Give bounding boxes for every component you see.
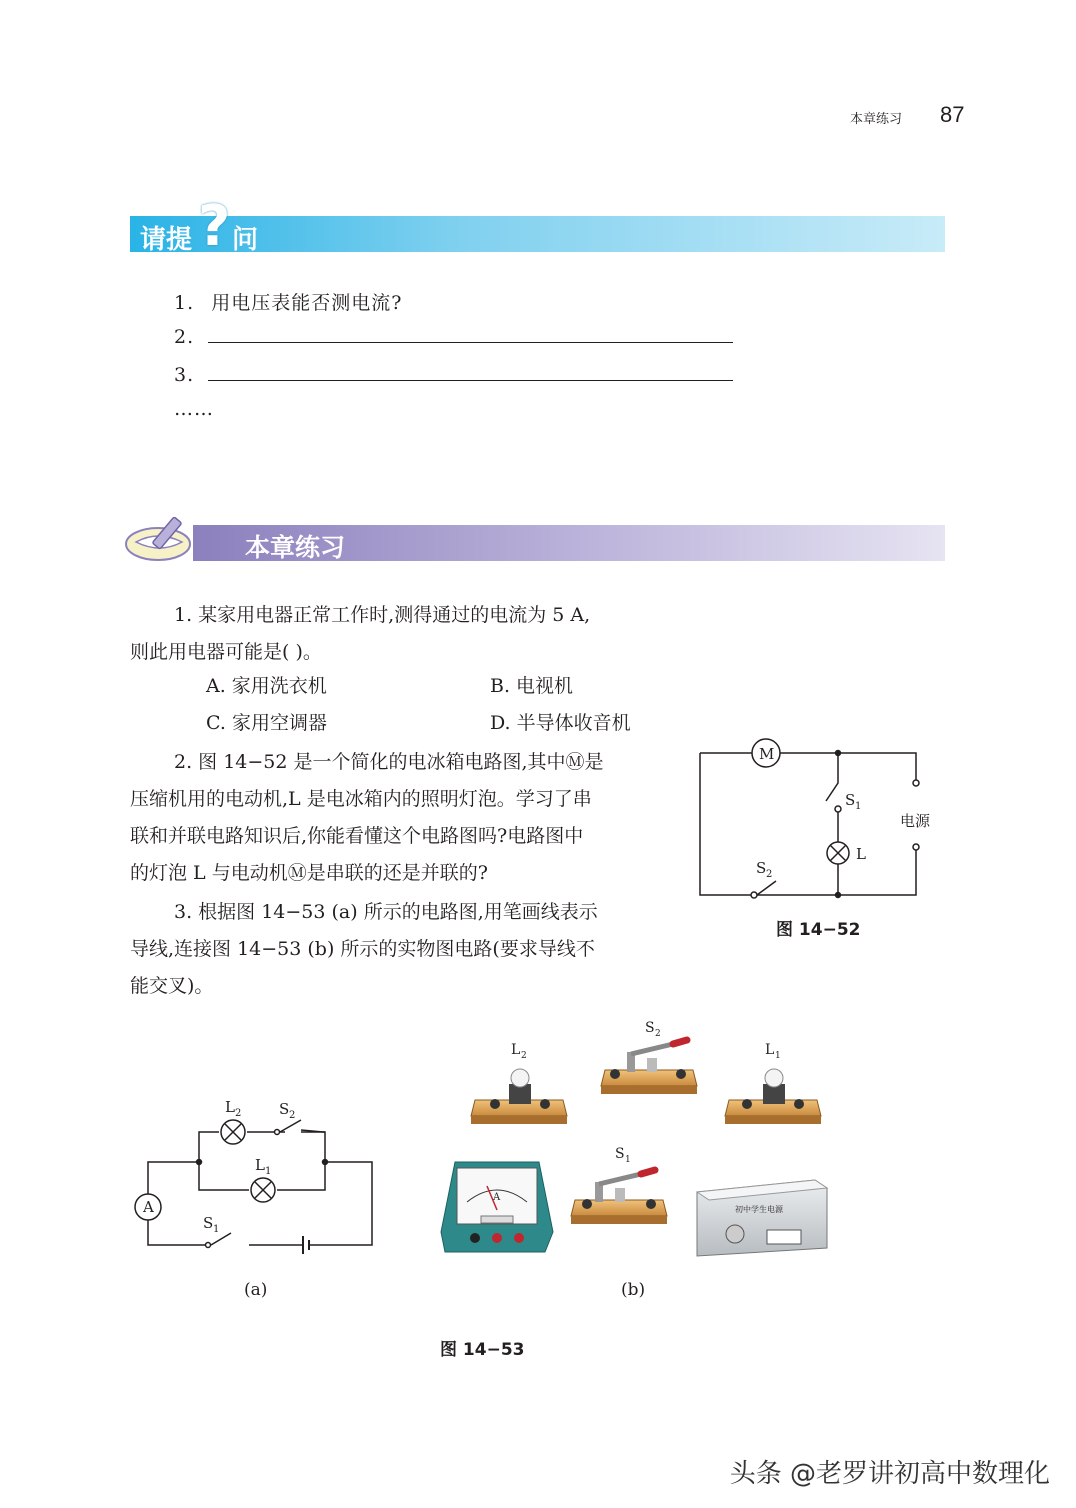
ask-item-number: 2. — [174, 326, 195, 348]
power-terminal-top — [913, 780, 919, 786]
l2-sub: 2 — [235, 1108, 242, 1119]
ask-item-2 — [174, 326, 733, 348]
switch-s1-contact — [206, 1243, 211, 1248]
figure-14-53b-sublabel: (b) — [621, 1280, 646, 1300]
l2-label: L — [225, 1098, 235, 1116]
s2-label: S — [756, 859, 767, 877]
ask-item-1 — [174, 288, 402, 315]
l1-label: L — [255, 1156, 265, 1174]
ask-ellipsis: …… — [174, 398, 214, 420]
question-3 — [130, 894, 670, 1005]
ammeter-apparatus — [441, 1162, 553, 1252]
meter-letter: A — [493, 1192, 501, 1203]
s2-label: S — [279, 1100, 290, 1118]
s2-sub: 2 — [655, 1029, 661, 1039]
s1-label: S — [615, 1146, 625, 1162]
switch-s2-contact — [751, 892, 757, 898]
power-box-label: 初中学生电源 — [735, 1205, 783, 1214]
battery-symbol — [303, 1236, 309, 1254]
header-section-title: 本章练习 — [850, 112, 903, 127]
ask-item-3 — [174, 364, 733, 386]
l1-sub: 1 — [265, 1166, 272, 1177]
q2-line: 联和并联电路知识后,你能看懂这个电路图吗?电路图中 — [130, 825, 584, 847]
junction-dot — [323, 1160, 328, 1165]
switch-s1-apparatus — [571, 1170, 667, 1224]
l2-label: L — [511, 1042, 521, 1058]
q2-line: 的灯泡 L 与电动机Ⓜ是串联的还是并联的? — [130, 862, 488, 884]
figure-14-53a-circuit — [125, 1090, 385, 1260]
q3-line: 3. 根据图 14−53 (a) 所示的电路图,用笔画线表示 — [174, 901, 598, 923]
question-2 — [130, 744, 670, 892]
s1-label: S — [845, 791, 856, 809]
pencil-paper-icon — [122, 512, 202, 568]
switch-s2-apparatus — [601, 1040, 697, 1094]
q2-line: 2. 图 14−52 是一个简化的电冰箱电路图,其中Ⓜ是 — [174, 751, 604, 773]
exercise-banner — [193, 525, 945, 561]
q1-option-d: D. 半导体收音机 — [490, 712, 631, 734]
question-1 — [130, 597, 670, 671]
exercise-banner-title: 本章练习 — [245, 533, 346, 562]
junction-dot — [197, 1160, 202, 1165]
q3-line: 导线,连接图 14−53 (b) 所示的实物图电路(要求导线不 — [130, 938, 595, 960]
power-terminal-bottom — [913, 844, 919, 850]
figure-14-53b-apparatus — [435, 1012, 845, 1272]
figure-14-52-circuit — [690, 735, 930, 910]
ask-banner-left: 请提 — [140, 225, 193, 255]
circuit-wire — [700, 753, 916, 895]
motor-label: M — [759, 745, 775, 763]
ask-item-text: 用电压表能否测电流? — [211, 292, 403, 314]
ask-banner-right: 问 — [232, 225, 259, 255]
ammeter-label: A — [143, 1198, 154, 1216]
q1-option-c: C. 家用空调器 — [206, 712, 327, 734]
switch-s2-blade — [280, 1120, 301, 1132]
lamp-label: L — [856, 845, 866, 863]
s1-sub: 1 — [855, 801, 862, 812]
circuit-wire — [826, 753, 838, 895]
page-header — [850, 100, 970, 130]
q2-line: 压缩机用的电动机,L 是电冰箱内的照明灯泡。学习了串 — [130, 788, 592, 810]
circuit-wire — [700, 753, 916, 780]
s2-sub: 2 — [289, 1110, 296, 1121]
lamp-l1-apparatus — [725, 1069, 821, 1124]
figure-14-53-caption: 图 14−53 — [440, 1340, 525, 1360]
ask-question-banner — [130, 194, 945, 259]
watermark: 头条 @老罗讲初高中数理化 — [729, 1459, 1050, 1489]
switch-s2-contact — [275, 1130, 280, 1135]
s2-sub: 2 — [766, 869, 773, 880]
l2-sub: 2 — [521, 1051, 527, 1061]
power-label: 电源 — [900, 812, 930, 830]
q3-line: 能交叉)。 — [130, 975, 214, 997]
q1-line-2: 则此用电器可能是( )。 — [130, 641, 322, 663]
l1-label: L — [765, 1042, 775, 1058]
lamp-l2-apparatus — [471, 1069, 567, 1124]
s1-sub: 1 — [213, 1224, 220, 1235]
figure-14-53a-sublabel: (a) — [244, 1280, 268, 1300]
question-mark-icon: ? — [198, 194, 231, 259]
page-number: 87 — [940, 102, 965, 127]
s1-sub: 1 — [625, 1155, 631, 1165]
answer-blank — [208, 366, 733, 381]
switch-s2-blade — [757, 881, 776, 895]
power-supply-apparatus — [697, 1180, 827, 1256]
q1-option-b: B. 电视机 — [490, 675, 574, 697]
answer-blank — [208, 328, 733, 343]
ask-item-number: 1. — [174, 292, 195, 314]
q1-line-1: 1. 某家用电器正常工作时,测得通过的电流为 5 A, — [174, 604, 591, 626]
l1-sub: 1 — [775, 1051, 781, 1061]
figure-14-52-caption: 图 14−52 — [776, 920, 861, 940]
s1-label: S — [203, 1214, 214, 1232]
ask-item-number: 3. — [174, 364, 195, 386]
switch-s1-contact — [835, 806, 841, 812]
s2-label: S — [645, 1020, 655, 1036]
q1-option-a: A. 家用洗衣机 — [206, 675, 327, 697]
